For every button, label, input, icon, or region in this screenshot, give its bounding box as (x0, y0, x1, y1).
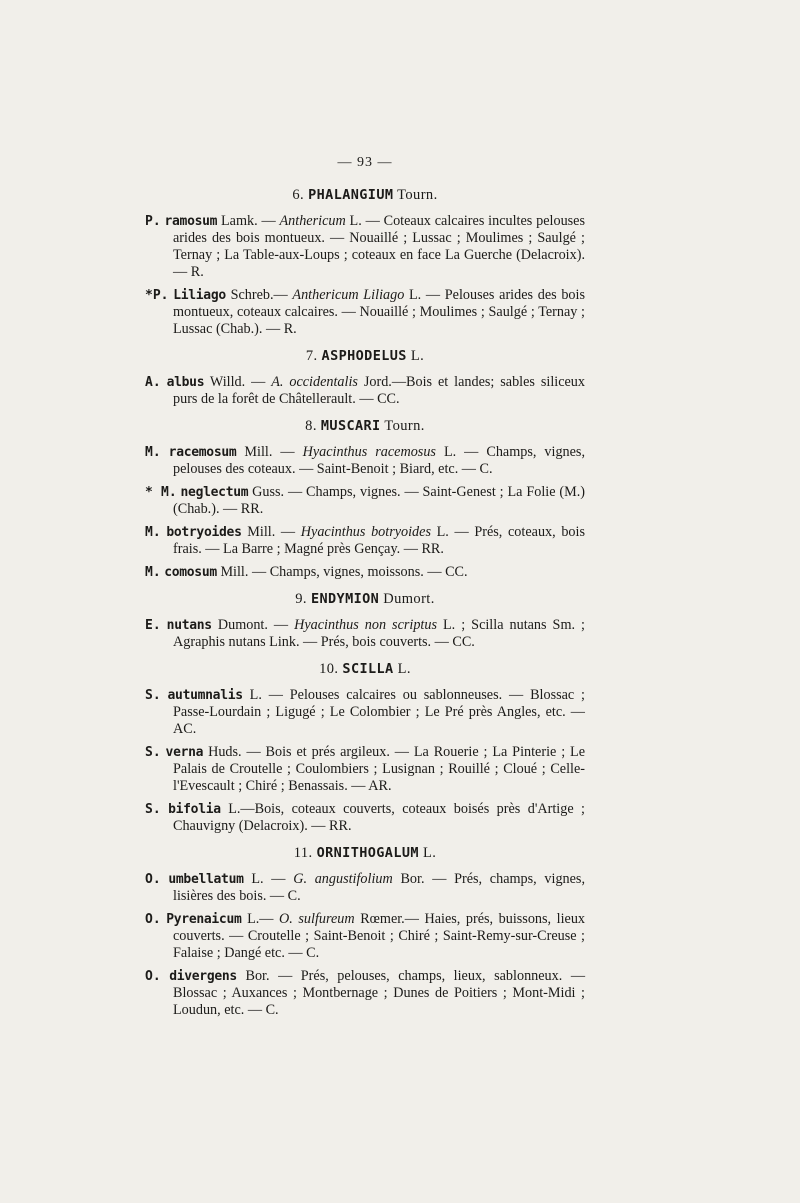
synonym-italic: Hyacinthus racemosus (302, 444, 436, 460)
genus-heading (145, 418, 585, 435)
page-content (145, 154, 585, 1025)
synonym-italic: Hyacinthus non scriptus (294, 617, 437, 633)
genus-author: Dumort. (383, 591, 435, 607)
genus-author: Tourn. (384, 418, 425, 434)
entry-text: Mill. — Champs, vignes, moissons. — CC. (216, 564, 468, 580)
entry-text: Guss. — Champs, vignes. — Saint-Genest ; La Folie (M.) (Chab.). — RR. (173, 484, 585, 517)
entry-text: L. — Pelouses arides des bois montueux, coteaux calcaires. — Nouaillé ; Moulimes ; Saulgé ; Ternay ; Lussac (Chab.). — R. (173, 287, 585, 337)
entry-text: Bor. — Prés, pelouses, champs, lieux, sablonneux. — Blossac ; Auxances ; Montbernage ; Dunes de Poitiers ; Mont-Midi ; Loudun, etc. — C. (173, 968, 586, 1018)
genus-number: 9. (295, 591, 307, 607)
entry-text: Willd. — (204, 374, 272, 390)
entry-text: Bor. — Prés, champs, vignes, lisières des bois. — C. (173, 871, 585, 904)
entry-text: L. — Pelouses calcaires ou sablonneuses. — Blossac ; Passe-Lourdain ; Ligugé ; Le Colombier ; Le Pré près Angles, etc. — AC. (173, 687, 585, 737)
entry-text: L. — Champs, vignes, pelouses des coteaux. — Saint-Benoit ; Biard, etc. — C. (173, 444, 585, 477)
genus-abbrev: M. (145, 525, 161, 540)
species-entry (145, 564, 585, 581)
genus-name: PHALANGIUM (308, 187, 394, 203)
species-name: comosum (164, 565, 217, 580)
species-name: botryoides (166, 525, 242, 540)
synonym-italic: Anthericum (279, 213, 346, 229)
genus-abbrev: M. (145, 445, 161, 460)
species-name: umbellatum (168, 872, 244, 887)
species-entry (145, 444, 585, 478)
species-name: divergens (169, 969, 237, 984)
genus-abbrev: A. (145, 375, 161, 390)
genus-abbrev: * M. (145, 485, 177, 500)
entry-text: Rœmer.— Haies, prés, buissons, lieux couverts. — Croutelle ; Saint-Benoit ; Chiré ; Saint-Remy-sur-Creuse ; Falaise ; Dangé etc. — C. (173, 911, 586, 961)
species-name: Liliago (173, 288, 226, 303)
genus-name: SCILLA (342, 661, 394, 677)
species-entry (145, 524, 585, 558)
genus-abbrev: E. (145, 618, 161, 633)
species-entry (145, 617, 585, 651)
species-entry (145, 744, 585, 795)
entry-text: Mill. — (241, 524, 301, 540)
species-name: verna (165, 745, 204, 760)
genus-abbrev: O. (145, 969, 161, 984)
species-entry (145, 213, 585, 281)
species-name: nutans (166, 618, 212, 633)
genus-heading (145, 591, 585, 608)
genus-abbrev: S. (145, 802, 161, 817)
genus-abbrev: S. (145, 745, 161, 760)
genus-name: ENDYMION (310, 591, 380, 607)
entry-text: Mill. — (236, 444, 303, 460)
genus-number: 11. (293, 845, 313, 861)
entry-text: Lamk. — (217, 213, 280, 229)
synonym-italic: G. angustifolium (293, 871, 393, 887)
synonym-italic: A. occidentalis (271, 374, 358, 390)
entry-text: L. — (243, 871, 294, 887)
genus-heading (145, 661, 585, 678)
entry-text: L.— (241, 911, 280, 927)
species-entry (145, 687, 585, 738)
species-entry (145, 484, 585, 518)
genus-abbrev: O. (145, 912, 161, 927)
genus-name: ASPHODELUS (321, 348, 407, 364)
species-name: ramosum (164, 214, 218, 229)
synonym-italic: Hyacinthus botryoides (300, 524, 431, 540)
genus-heading (145, 845, 585, 862)
genus-heading (145, 348, 585, 365)
species-entry (145, 287, 585, 338)
species-entry (145, 801, 585, 835)
genus-abbrev: O. (145, 872, 161, 887)
genus-number: 10. (319, 661, 339, 677)
species-name: neglectum (180, 485, 249, 500)
species-entry (145, 871, 585, 905)
entry-text: Dumont. — (211, 617, 295, 633)
genus-number: 8. (305, 418, 317, 434)
genus-number: 6. (292, 187, 305, 203)
entry-text: L. — Coteaux calcaires incultes pelouses arides des bois montueux. — Nouaillé ; Lussac ; Moulimes ; Saulgé ; Ternay ; La Table-aux-Loups ; coteaux en face La Guerche (Delacroix). — R. (173, 213, 585, 280)
species-name: racemosum (168, 445, 237, 460)
species-entry (145, 968, 585, 1019)
genus-author: L. (422, 845, 437, 861)
genus-author: L. (397, 661, 411, 677)
entry-text: L. ; Scilla nutans Sm. ; Agraphis nutans Link. — Prés, bois couverts. — CC. (173, 617, 585, 650)
entry-text: L. — Prés, coteaux, bois frais. — La Barre ; Magné près Gençay. — RR. (173, 524, 585, 557)
sections-container (145, 187, 585, 1019)
genus-abbrev: S. (145, 688, 161, 703)
page-number: — 93 — (337, 155, 393, 170)
synonym-italic: Anthericum Liliago (292, 287, 405, 303)
genus-abbrev: *P. (145, 288, 169, 303)
genus-name: ORNITHOGALUM (316, 845, 419, 861)
genus-author: L. (410, 348, 425, 364)
species-name: Pyrenaicum (166, 912, 242, 927)
species-entry (145, 911, 585, 962)
genus-author: Tourn. (397, 187, 438, 203)
synonym-italic: O. sulfureum (279, 911, 355, 927)
entry-text: Jord.—Bois et landes; sables siliceux purs de la forêt de Châtellerault. — CC. (173, 374, 585, 407)
genus-abbrev: M. (145, 565, 161, 580)
entry-text: Schreb.— (225, 287, 293, 303)
genus-number: 7. (305, 348, 318, 364)
species-name: autumnalis (167, 688, 243, 703)
species-entry (145, 374, 585, 408)
entry-text: L.—Bois, coteaux couverts, coteaux boisés près d'Artige ; Chauvigny (Delacroix). — RR. (173, 801, 586, 834)
species-name: albus (166, 375, 205, 390)
genus-name: MUSCARI (320, 418, 381, 434)
genus-heading (145, 187, 585, 204)
genus-abbrev: P. (145, 214, 161, 229)
species-name: bifolia (168, 802, 221, 817)
entry-text: Huds. — Bois et prés argileux. — La Rouerie ; La Pinterie ; Le Palais de Croutelle ; Coulombiers ; Lusignan ; Rouillé ; Cloué ; Celle-l'Evescault ; Chiré ; Benassais. — AR. (173, 744, 585, 794)
